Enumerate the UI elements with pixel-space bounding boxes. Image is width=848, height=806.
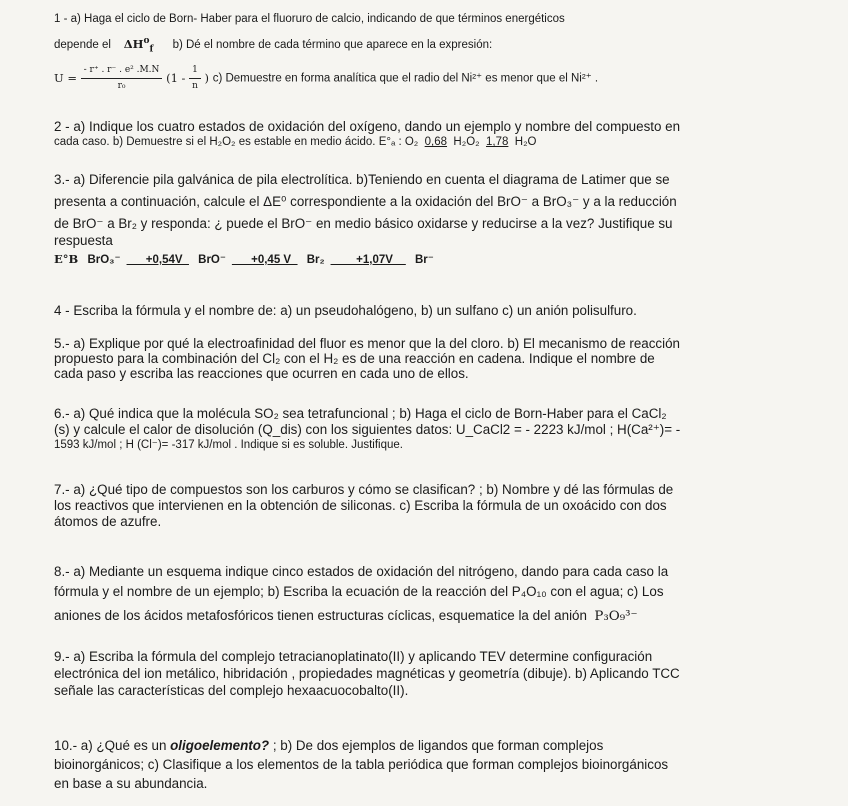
q2-line-1: 2 - a) Indique los cuatro estados de oxidación del oxígeno, dando un ejemplo y nombre del compuesto en — [54, 119, 681, 134]
q4-line-1: 4 - Escriba la fórmula y el nombre de: a) un pseudohalógeno, b) un sulfano c) un anión polisulfuro. — [54, 303, 637, 318]
question-4 — [54, 302, 832, 319]
q5-line-2: propuesto para la combinación del Cl₂ con el H₂ es de una reacción en cadena. Indique el nombre de — [54, 351, 655, 366]
q2-line-2: cada caso. b) Demuestre si el H₂O₂ es estable en medio ácido. E°ₐ : O₂ 0,68 H₂O₂ 1,78 H₂O — [54, 136, 537, 148]
latimer-diagram: E°B BrO₃⁻ ___+0,54V_ BrO⁻ ___+0,45 V_ Br₂ ____+1,07V__ Br⁻ — [54, 252, 434, 266]
question-9 — [54, 648, 832, 699]
q8-line-1: 8.- a) Mediante un esquema indique cinco estados de oxidación del nitrógeno, dando para cada caso la — [54, 564, 669, 579]
q3-line-3: de BrO⁻ a Br₂ y responda: ¿ puede el BrO⁻ en medio básico oxidarse y reducirse a la vez? Justifique su — [54, 216, 673, 231]
q5-line-3: cada paso y escriba las reacciones que ocurren en cada uno de ellos. — [54, 366, 469, 381]
q9-line-1: 9.- a) Escriba la fórmula del complejo tetracianoplatinato(II) y aplicando TEV determine configuración — [54, 649, 653, 664]
q8-line-2: fórmula y el nombre de un ejemplo; b) Escriba la ecuación de la reacción del P₄O₁₀ con el agua; c) Los — [54, 584, 664, 599]
q5-line-1: 5.- a) Explique por qué la electroafinidad del fluor es menor que la del cloro. b) El mecanismo de reacción — [54, 336, 680, 351]
q8-line-3: aniones de los ácidos metafosfóricos tienen estructuras cíclicas, esquematice la del anión P₃O₉³⁻ — [54, 608, 638, 624]
q1-line-b: depende el $\Delta H^o_f$ b) Dé el nombre de cada término que aparece en la expresión: — [54, 36, 493, 55]
q7-line-3: átomos de azufre. — [54, 514, 162, 529]
question-8 — [54, 562, 832, 627]
question-10 — [54, 736, 832, 793]
q9-line-3: señale las características del complejo hexaacuocobalto(II). — [54, 683, 409, 698]
question-2 — [54, 118, 832, 150]
q6-line-3: 1593 kJ/mol ; H (Cl⁻)= -317 kJ/mol . Indique si es soluble. Justifique. — [54, 439, 403, 451]
question-1 — [54, 12, 832, 94]
lattice-energy-formula: U = $\frac{\text{- r⁺ . r⁻ . e² .M.N}}{\text{r₀}}$ (1 - $\frac{1}{n}$ ) — [54, 65, 210, 91]
q3-line-1: 3.- a) Diferencie pila galvánica de pila electrolítica. b)Teniendo en cuenta el diagrama de Latimer que se — [54, 172, 670, 187]
q1-line-c: U = $\frac{\text{- r⁺ . r⁻ . e² .M.N}}{\text{r₀}}$ (1 - $\frac{1}{n}$ ) c) Demuestre en forma analítica que el radio del Ni²⁺ es menor que el Ni²⁺ . — [54, 65, 599, 91]
delta-h-symbol: $\Delta H^o_f$ — [123, 36, 154, 55]
q10-line-3: en base a su abundancia. — [54, 776, 208, 791]
question-6 — [54, 406, 832, 453]
q3-line-4: respuesta — [54, 233, 113, 248]
q7-line-1: 7.- a) ¿Qué tipo de compuestos son los carburos y cómo se clasifican? ; b) Nombre y dé las fórmulas de — [54, 482, 674, 497]
question-7 — [54, 482, 832, 530]
q10-line-1: 10.- a) ¿Qué es un oligoelemento? ; b) De dos ejemplos de ligandos que forman complejos — [54, 738, 604, 753]
q3-line-2: presenta a continuación, calcule el ΔE⁰ correspondiente a la oxidación del BrO⁻ a BrO₃⁻ y a la reducción — [54, 194, 677, 209]
q6-line-2: (s) y calcule el calor de disolución (Q_dis) con los siguientes datos: U_CaCl2 = - 2223 kJ/mol ; H(Ca²⁺)= - — [54, 422, 681, 437]
question-3 — [54, 170, 832, 268]
q10-line-2: bioinorgánicos; c) Clasifique a los elementos de la tabla periódica que forman complejos bioinorgánicos — [54, 757, 669, 772]
q6-line-1: 6.- a) Qué indica que la molécula SO₂ sea tetrafuncional ; b) Haga el ciclo de Born-Haber para el CaCl₂ — [54, 406, 667, 421]
q1-line-a: 1 - a) Haga el ciclo de Born- Haber para el fluoruro de calcio, indicando de que términos energéticos — [54, 13, 565, 25]
q9-line-2: electrónica del ion metálico, hibridación , propiedades magnéticas y geometría (dibuje). b) Aplicando TCC — [54, 666, 680, 681]
question-5 — [54, 336, 832, 381]
q7-line-2: los reactivos que intervienen en la obtención de siliconas. c) Escriba la fórmula de un oxoácido con dos — [54, 498, 667, 513]
